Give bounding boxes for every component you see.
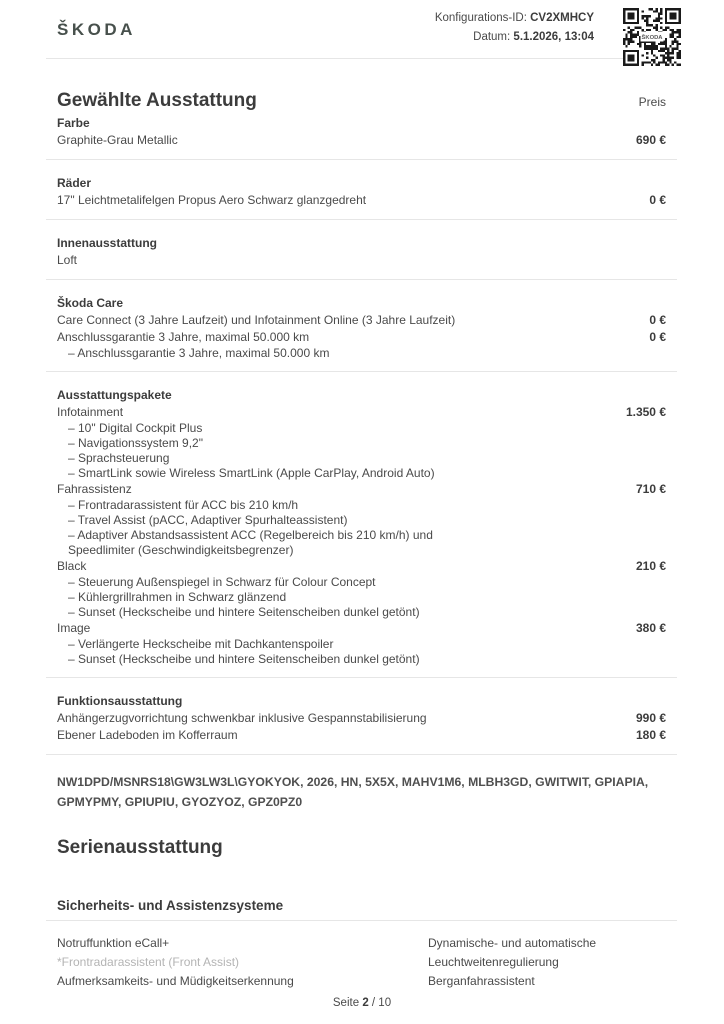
equipment-item-price: 180 € (635, 728, 666, 742)
date-label: Datum: (473, 31, 511, 43)
equipment-sub-item: – SmartLink sowie Wireless SmartLink (Apple CarPlay, Android Auto) (68, 466, 435, 480)
equipment-item-price: 990 € (635, 711, 666, 725)
selected-equipment-title: Gewählte Ausstattung (57, 90, 257, 111)
equipment-item-price: 0 € (649, 330, 666, 344)
equipment-section (46, 220, 677, 280)
equipment-row (57, 620, 666, 637)
equipment-row (57, 329, 666, 346)
subsection-divider (46, 920, 677, 921)
section-label: Innenausstattung (57, 236, 158, 250)
equipment-section (46, 112, 677, 160)
standard-equipment-item: Berganfahrassistent (428, 974, 535, 988)
equipment-item-text: Infotainment (57, 405, 124, 419)
equipment-sub-item: – Kühlergrillrahmen in Schwarz glänzend (68, 590, 287, 604)
equipment-sub-item: – Frontradarassistent für ACC bis 210 km/h (68, 498, 299, 512)
equipment-item-price: 0 € (649, 193, 666, 207)
config-id-value: CV2XMHCY (530, 12, 594, 24)
section-label: Funktionsausstattung (57, 694, 183, 708)
date-row (435, 28, 594, 47)
equipment-row (57, 312, 666, 329)
equipment-item-text: Anhängerzugvorrichtung schwenkbar inklusive Gespannstabilisierung (57, 711, 427, 725)
equipment-sub-item: – Navigationssystem 9,2" (68, 436, 203, 450)
equipment-sub-item: – Sunset (Heckscheibe und hintere Seitenscheiben dunkel getönt) (68, 605, 420, 619)
equipment-row (57, 192, 666, 209)
page-header (46, 0, 677, 59)
equipment-sub-item: – Anschlussgarantie 3 Jahre, maximal 50.000 km (68, 346, 330, 360)
section-label: Škoda Care (57, 296, 124, 310)
standard-equipment-title: Serienausstattung (57, 837, 223, 858)
equipment-sub-item: – 10" Digital Cockpit Plus (68, 421, 203, 435)
equipment-sub-item: – Adaptiver Abstandsassistent ACC (Regelbereich bis 210 km/h) und (68, 528, 433, 542)
equipment-item-text: 17" Leichtmetalifelgen Propus Aero Schwarz glanzgedreht (57, 193, 367, 207)
equipment-sub-item: – Steuerung Außenspiegel in Schwarz für Colour Concept (68, 575, 376, 589)
section-label: Farbe (57, 116, 90, 130)
equipment-section (46, 372, 677, 678)
equipment-row (57, 252, 666, 269)
standard-equipment-column (57, 934, 428, 991)
equipment-item-text: Anschlussgarantie 3 Jahre, maximal 50.000 km (57, 330, 310, 344)
equipment-item-text: Black (57, 559, 87, 573)
standard-equipment-item: Dynamische- und automatische Leuchtweitenregulierung (428, 936, 597, 969)
page-number: 2 (362, 997, 369, 1009)
equipment-section (46, 280, 677, 372)
equipment-item-price: 380 € (635, 621, 666, 635)
standard-equipment-column (428, 934, 666, 991)
equipment-item-text: Image (57, 621, 91, 635)
config-id-label: Konfigurations-ID: (434, 12, 527, 24)
equipment-sub-item: – Verlängerte Heckscheibe mit Dachkantenspoiler (68, 637, 334, 651)
price-column-label: Preis (638, 95, 666, 109)
equipment-row (57, 727, 666, 744)
equipment-item-text: Fahrassistenz (57, 482, 132, 496)
equipment-item-text: Loft (57, 253, 78, 267)
skoda-logo: ŠKODA (57, 20, 136, 39)
equipment-sub-item: – Sprachsteuerung (68, 451, 170, 465)
standard-equipment-columns (57, 934, 666, 991)
config-id-row (435, 9, 594, 28)
equipment-sub-item: – Travel Assist (pACC, Adaptiver Spurhalteassistent) (68, 513, 348, 527)
equipment-row (57, 132, 666, 149)
equipment-row (57, 558, 666, 575)
standard-equipment-item: Aufmerksamkeits- und Müdigkeitserkennung (57, 974, 294, 988)
equipment-sub-item: Speedlimiter (Geschwindigkeitsbegrenzer) (68, 543, 294, 557)
equipment-item-price: 690 € (635, 133, 666, 147)
qr-code (623, 8, 681, 66)
equipment-item-text: Ebener Ladeboden im Kofferraum (57, 728, 238, 742)
equipment-item-price: 1.350 € (625, 405, 666, 419)
equipment-section (46, 160, 677, 220)
standard-equipment-item: *Frontradarassistent (Front Assist) (57, 955, 240, 969)
qr-center-label: ŠKODA (641, 34, 663, 41)
safety-assist-subsection-title: Sicherheits- und Assistenzsysteme (57, 898, 284, 913)
model-codes: NW1DPD/MSNRS18\GW3LW3L\GYOKYOK, 2026, HN, 5X5X, MAHV1M6, MLBH3GD, GWITWIT, GPIAPIA, GPMYPMY, GPIUPIU, GYOZYOZ, GPZ0PZ0 (57, 775, 649, 809)
page-footer (0, 997, 724, 1009)
equipment-row (57, 481, 666, 498)
header-meta (435, 9, 594, 47)
equipment-row (57, 404, 666, 421)
section-label: Ausstattungspakete (57, 388, 172, 402)
equipment-sub-item: – Sunset (Heckscheibe und hintere Seitenscheiben dunkel getönt) (68, 652, 420, 666)
equipment-row (57, 710, 666, 727)
equipment-item-text: Care Connect (3 Jahre Laufzeit) und Infotainment Online (3 Jahre Laufzeit) (57, 313, 456, 327)
page-total: / 10 (371, 997, 392, 1009)
standard-equipment-item: Notruffunktion eCall+ (57, 936, 170, 950)
equipment-item-price: 210 € (635, 559, 666, 573)
equipment-item-price: 0 € (649, 313, 666, 327)
selected-equipment-header (57, 90, 666, 112)
selected-equipment-sections (57, 112, 666, 755)
section-label: Räder (57, 176, 92, 190)
date-value: 5.1.2026, 13:04 (513, 31, 594, 43)
equipment-item-text: Graphite-Grau Metallic (57, 133, 178, 147)
equipment-item-price: 710 € (635, 482, 666, 496)
equipment-section (46, 678, 677, 755)
page-label: Seite (332, 997, 360, 1009)
